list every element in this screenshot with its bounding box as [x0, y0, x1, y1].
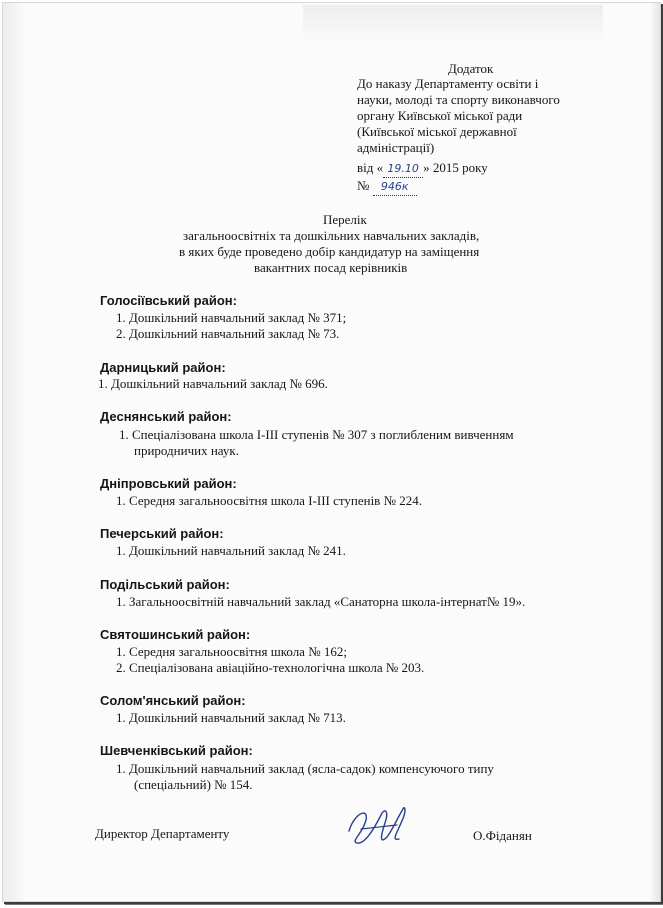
list-subtitle-2: в яких буде проведено добір кандидатур на заміщення: [179, 244, 480, 259]
district-solomianskyi: Солом'янський район:: [100, 693, 246, 708]
list-item: 1. Середня загальноосвітня школа І-ІІІ ступенів № 224.: [116, 493, 422, 508]
district-darnytskyi: Дарницький район:: [100, 360, 226, 375]
appendix-title: Додаток: [448, 61, 494, 76]
order-number-prefix: №: [357, 178, 370, 193]
appendix-line-1: До наказу Департаменту освіти і: [357, 76, 539, 91]
appendix-line-2: науки, молоді та спорту виконавчого: [357, 92, 560, 107]
district-holosiivskyi: Голосіївський район:: [100, 293, 237, 308]
order-date-handwritten: 19.10: [383, 161, 423, 178]
district-desnianskyi: Деснянський район:: [100, 409, 232, 424]
district-podilskyi: Подільський район:: [100, 577, 230, 592]
list-item: 1. Дошкільний навчальний заклад № 241.: [116, 543, 346, 558]
list-subtitle-3: вакантних посад керівників: [254, 260, 408, 275]
list-item-continuation: природничих наук.: [134, 443, 239, 458]
order-date: [357, 160, 488, 178]
list-item: 1. Дошкільний навчальний заклад № 371;: [116, 310, 347, 325]
district-sviatoshynskyi: Святошинський район:: [100, 627, 251, 642]
list-item: 1. Дошкільний навчальний заклад № 713.: [116, 710, 346, 725]
scan-shadow-top: [303, 5, 603, 45]
order-number: [357, 178, 417, 196]
scan-shadow-left: [3, 3, 25, 901]
list-title: Перелік: [323, 212, 367, 227]
list-item: 1. Спеціалізована школа І-ІІІ ступенів № 307 з поглибленим вивченням: [119, 427, 514, 442]
list-subtitle-1: загальноосвітніх та дошкільних навчальних закладів,: [183, 228, 480, 243]
district-pecherskyi: Печерський район:: [100, 526, 224, 541]
handwritten-signature: [341, 801, 421, 851]
list-item: 1. Середня загальноосвітня школа № 162;: [116, 644, 347, 659]
signer-name: О.Фіданян: [473, 828, 532, 843]
list-item: 1. Дошкільний навчальний заклад № 696.: [98, 376, 328, 391]
document-page: [2, 2, 661, 902]
scan-shadow-right: [650, 3, 660, 901]
appendix-line-5: адміністрації): [357, 140, 435, 155]
appendix-line-4: (Київської міської державної: [357, 124, 517, 139]
list-item: 1. Загальноосвітній навчальний заклад «Санаторна школа-інтернат№ 19».: [116, 594, 526, 609]
order-date-prefix: від «: [357, 160, 384, 175]
signer-position: Директор Департаменту: [95, 826, 230, 841]
district-dniprovskyi: Дніпровський район:: [100, 476, 237, 491]
order-date-suffix: » 2015 року: [423, 160, 488, 175]
district-shevchenkivskyi: Шевченківський район:: [100, 743, 253, 758]
list-item: 2. Дошкільний навчальний заклад № 73.: [116, 326, 340, 341]
order-number-handwritten: 946к: [373, 179, 417, 196]
list-item-continuation: (спеціальний) № 154.: [134, 777, 253, 792]
appendix-line-3: органу Київської міської ради: [357, 108, 523, 123]
list-item: 1. Дошкільний навчальний заклад (ясла-садок) компенсуючого типу: [116, 761, 494, 776]
list-item: 2. Спеціалізована авіаційно-технологічна школа № 203.: [116, 660, 425, 675]
